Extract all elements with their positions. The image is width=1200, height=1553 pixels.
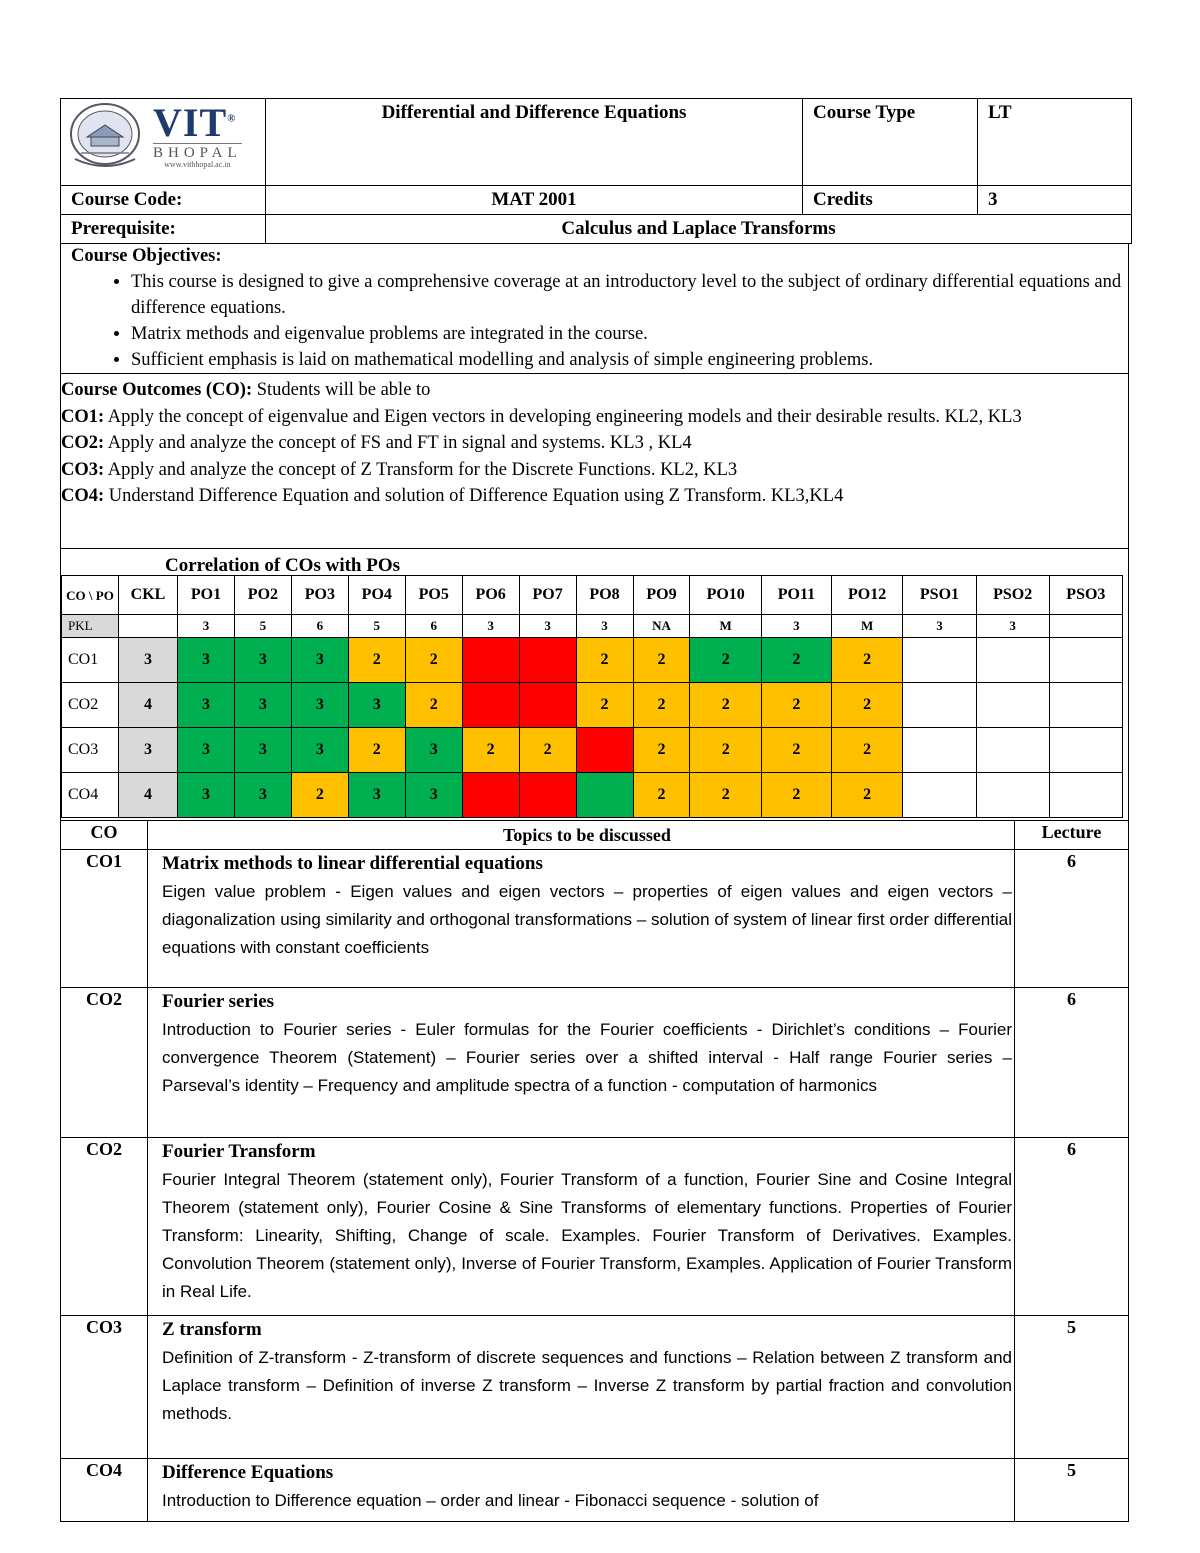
logo-url: www.vitbhopal.ac.in [164,160,231,169]
matrix-cell [1049,683,1122,728]
matrix-cell: 3 [178,728,235,773]
matrix-cell: 3 [291,638,348,683]
objective-item: • Matrix methods and eigenvalue problems are integrated in the course. [131,321,1128,347]
matrix-col-header-po11: PO11 [761,576,831,615]
co-column-header: CO [61,821,148,850]
unit-body: Introduction to Fourier series - Euler formulas for the Fourier coefficients - Dirichlet’s conditions – Fourier convergence Theorem (Statement) – Fourier series over a shifted interval - Half range Fourier series – Parseval’s identity – Frequency and amplitude spectra of a function - computation of harmonics [162,1020,1012,1095]
matrix-col-header-po7: PO7 [519,576,576,615]
unit-co: CO1 [61,850,148,988]
logo-cell [61,99,266,186]
pkl-label: PKL [62,615,119,638]
matrix-col-header-po5: PO5 [405,576,462,615]
matrix-cell: 2 [348,728,405,773]
objectives-title: Course Objectives: [71,246,222,266]
matrix-cell [903,773,976,818]
unit-description [148,1316,1015,1459]
unit-body: Fourier Integral Theorem (statement only), Fourier Transform of a function, Fourier Sine and Cosine Integral Theorem (statement only), Fourier Cosine & Sine Transforms of elementary functions. Properties of Fourier Transform: Linearity, Shifting, Change of scale. Examples. Fourier Transform of Derivatives. Examples. Convolution Theorem (statement only), Inverse of Fourier Transform, Examples. Application of Fourier Transform in Real Life. [162,1170,1012,1301]
matrix-cell: 2 [690,728,762,773]
matrix-cell: 3 [234,773,291,818]
correlation-matrix [61,575,1123,818]
prerequisite-value: Calculus and Laplace Transforms [266,215,1132,244]
unit-title: Matrix methods to linear differential equations [162,853,543,874]
correlation-section [60,549,1129,821]
topic-unit-row [61,988,1129,1138]
matrix-cell: 2 [831,773,903,818]
matrix-cell: 2 [690,683,762,728]
matrix-cell: 2 [576,683,633,728]
pkl-value: NA [633,615,690,638]
matrix-cell [903,683,976,728]
objective-item: • Sufficient emphasis is laid on mathematical modelling and analysis of simple engineering problems. [131,347,1128,373]
unit-title: Z transform [162,1319,262,1340]
matrix-cell: 3 [178,638,235,683]
matrix-cell: 3 [291,728,348,773]
matrix-row-co3 [62,728,1123,773]
matrix-cell [1049,728,1122,773]
objective-item: • This course is designed to give a comprehensive coverage at an introductory level to the subject of ordinary differential equations and difference equations. [131,269,1128,321]
pkl-value: 3 [462,615,519,638]
matrix-cell: 2 [576,638,633,683]
matrix-cell [903,638,976,683]
matrix-cell [1049,773,1122,818]
course-header-table [60,98,1132,244]
outcome-item: CO4: Understand Difference Equation and solution of Difference Equation using Z Transform. KL3,KL4 [61,486,844,506]
matrix-cell [903,728,976,773]
matrix-cell: 2 [633,683,690,728]
matrix-cell [519,683,576,728]
matrix-cell: 2 [633,773,690,818]
topic-unit-row [61,1138,1129,1316]
matrix-cell [976,683,1049,728]
matrix-col-header-pso3: PSO3 [1049,576,1122,615]
matrix-cell: 2 [462,728,519,773]
matrix-cell [576,728,633,773]
course-code-value: MAT 2001 [266,186,803,215]
unit-description [148,1459,1015,1522]
vit-logo [67,101,259,171]
matrix-cell: 3 [234,683,291,728]
unit-lectures: 5 [1015,1316,1129,1459]
ckl-header: CKL [119,576,178,615]
ckl-value: 3 [119,638,178,683]
topic-unit-row [61,850,1129,988]
matrix-cell: 2 [291,773,348,818]
matrix-cell [976,773,1049,818]
matrix-cell: 3 [348,683,405,728]
logo-registered: ® [227,112,237,125]
topics-table [60,821,1129,1522]
pkl-value: 3 [976,615,1049,638]
matrix-cell: 3 [234,728,291,773]
prerequisite-label: Prerequisite: [61,215,266,244]
matrix-cell: 2 [633,728,690,773]
matrix-col-header-po1: PO1 [178,576,235,615]
course-outcomes [60,374,1129,549]
unit-description [148,850,1015,988]
matrix-cell [976,728,1049,773]
course-type-value: LT [978,99,1132,186]
matrix-row-co4 [62,773,1123,818]
pkl-value: 3 [178,615,235,638]
matrix-col-header-pso1: PSO1 [903,576,976,615]
matrix-cell: 2 [519,728,576,773]
matrix-row-label: CO1 [62,638,119,683]
unit-body: Introduction to Difference equation – order and linear - Fibonacci sequence - solution of [162,1491,819,1510]
pkl-value: 5 [348,615,405,638]
syllabus-page [60,98,1132,1522]
course-objectives [60,244,1129,374]
matrix-corner: CO \ PO [62,576,119,615]
matrix-cell: 3 [234,638,291,683]
matrix-cell [576,773,633,818]
pkl-value: 3 [761,615,831,638]
matrix-col-header-po8: PO8 [576,576,633,615]
ckl-value: 4 [119,773,178,818]
matrix-col-header-pso2: PSO2 [976,576,1049,615]
unit-title: Difference Equations [162,1462,334,1483]
matrix-cell [462,638,519,683]
matrix-cell: 3 [178,773,235,818]
matrix-cell [462,773,519,818]
matrix-cell: 3 [348,773,405,818]
matrix-cell: 3 [405,773,462,818]
unit-body: Eigen value problem - Eigen values and eigen vectors – properties of eigen values and eigen vectors – diagonalization using similarity and orthogonal transformations – solution of system of linear first order differential equations with constant coefficients [162,882,1012,957]
outcomes-intro: Students will be able to [252,380,431,400]
pkl-value: M [831,615,903,638]
matrix-cell: 2 [831,728,903,773]
logo-name: VIT [153,100,228,145]
unit-co: CO3 [61,1316,148,1459]
unit-description [148,1138,1015,1316]
matrix-cell: 2 [761,773,831,818]
pkl-empty [119,615,178,638]
matrix-col-header-po10: PO10 [690,576,762,615]
matrix-cell: 2 [831,683,903,728]
outcome-item: CO3: Apply and analyze the concept of Z Transform for the Discrete Functions. KL2, KL3 [61,459,738,480]
unit-lectures: 6 [1015,850,1129,988]
unit-co: CO2 [61,988,148,1138]
matrix-cell: 2 [761,683,831,728]
matrix-cell: 2 [761,728,831,773]
topics-column-header: Topics to be discussed [148,821,1015,850]
matrix-cell: 2 [405,638,462,683]
matrix-cell [519,638,576,683]
matrix-col-header-po2: PO2 [234,576,291,615]
matrix-cell: 3 [178,683,235,728]
ckl-value: 4 [119,683,178,728]
outcomes-title: Course Outcomes (CO): [61,380,253,400]
matrix-cell: 2 [690,638,762,683]
matrix-col-header-po3: PO3 [291,576,348,615]
outcome-item: CO1: Apply the concept of eigenvalue and Eigen vectors in developing engineering models and their desirable results. KL2, KL3 [61,406,1022,427]
matrix-row-label: CO4 [62,773,119,818]
objectives-list [71,269,1128,373]
matrix-row-co1 [62,638,1123,683]
unit-title: Fourier Transform [162,1141,316,1162]
matrix-row-co2 [62,683,1123,728]
credits-value: 3 [978,186,1132,215]
matrix-cell: 2 [761,638,831,683]
pkl-value: M [690,615,762,638]
unit-body: Definition of Z-transform - Z-transform of discrete sequences and functions – Relation between Z transform and Laplace transform – Definition of inverse Z transform – Inverse Z transform by partial fraction and convolution methods. [162,1348,1012,1423]
unit-co: CO2 [61,1138,148,1316]
pkl-value: 5 [234,615,291,638]
pkl-value: 3 [519,615,576,638]
unit-title: Fourier series [162,991,275,1012]
unit-lectures: 5 [1015,1459,1129,1522]
outcome-item: CO2: Apply and analyze the concept of FS and FT in signal and systems. KL3 , KL4 [61,433,692,453]
university-seal-icon [67,101,143,171]
unit-description [148,988,1015,1138]
correlation-title: Correlation of COs with POs [165,555,401,576]
matrix-cell [462,683,519,728]
matrix-col-header-po6: PO6 [462,576,519,615]
unit-lectures: 6 [1015,1138,1129,1316]
matrix-cell: 2 [348,638,405,683]
matrix-cell [1049,638,1122,683]
logo-campus: BHOPAL [153,145,242,161]
unit-co: CO4 [61,1459,148,1522]
matrix-row-label: CO3 [62,728,119,773]
course-code-label: Course Code: [61,186,266,215]
unit-lectures: 6 [1015,988,1129,1138]
topic-unit-row [61,1459,1129,1522]
matrix-cell: 2 [831,638,903,683]
matrix-cell [519,773,576,818]
pkl-value: 6 [291,615,348,638]
lecture-column-header: Lecture [1041,822,1102,842]
pkl-value: 3 [576,615,633,638]
matrix-cell: 3 [405,728,462,773]
pkl-value: 3 [903,615,976,638]
course-type-label: Course Type [803,99,978,186]
matrix-cell: 2 [633,638,690,683]
matrix-col-header-po9: PO9 [633,576,690,615]
topic-unit-row [61,1316,1129,1459]
matrix-cell [976,638,1049,683]
matrix-cell: 2 [405,683,462,728]
ckl-value: 3 [119,728,178,773]
matrix-col-header-po4: PO4 [348,576,405,615]
matrix-row-label: CO2 [62,683,119,728]
matrix-cell: 2 [690,773,762,818]
pkl-value: 6 [405,615,462,638]
pkl-value [1049,615,1122,638]
credits-label: Credits [803,186,978,215]
course-title: Differential and Difference Equations [266,99,803,186]
matrix-col-header-po12: PO12 [831,576,903,615]
matrix-cell: 3 [291,683,348,728]
